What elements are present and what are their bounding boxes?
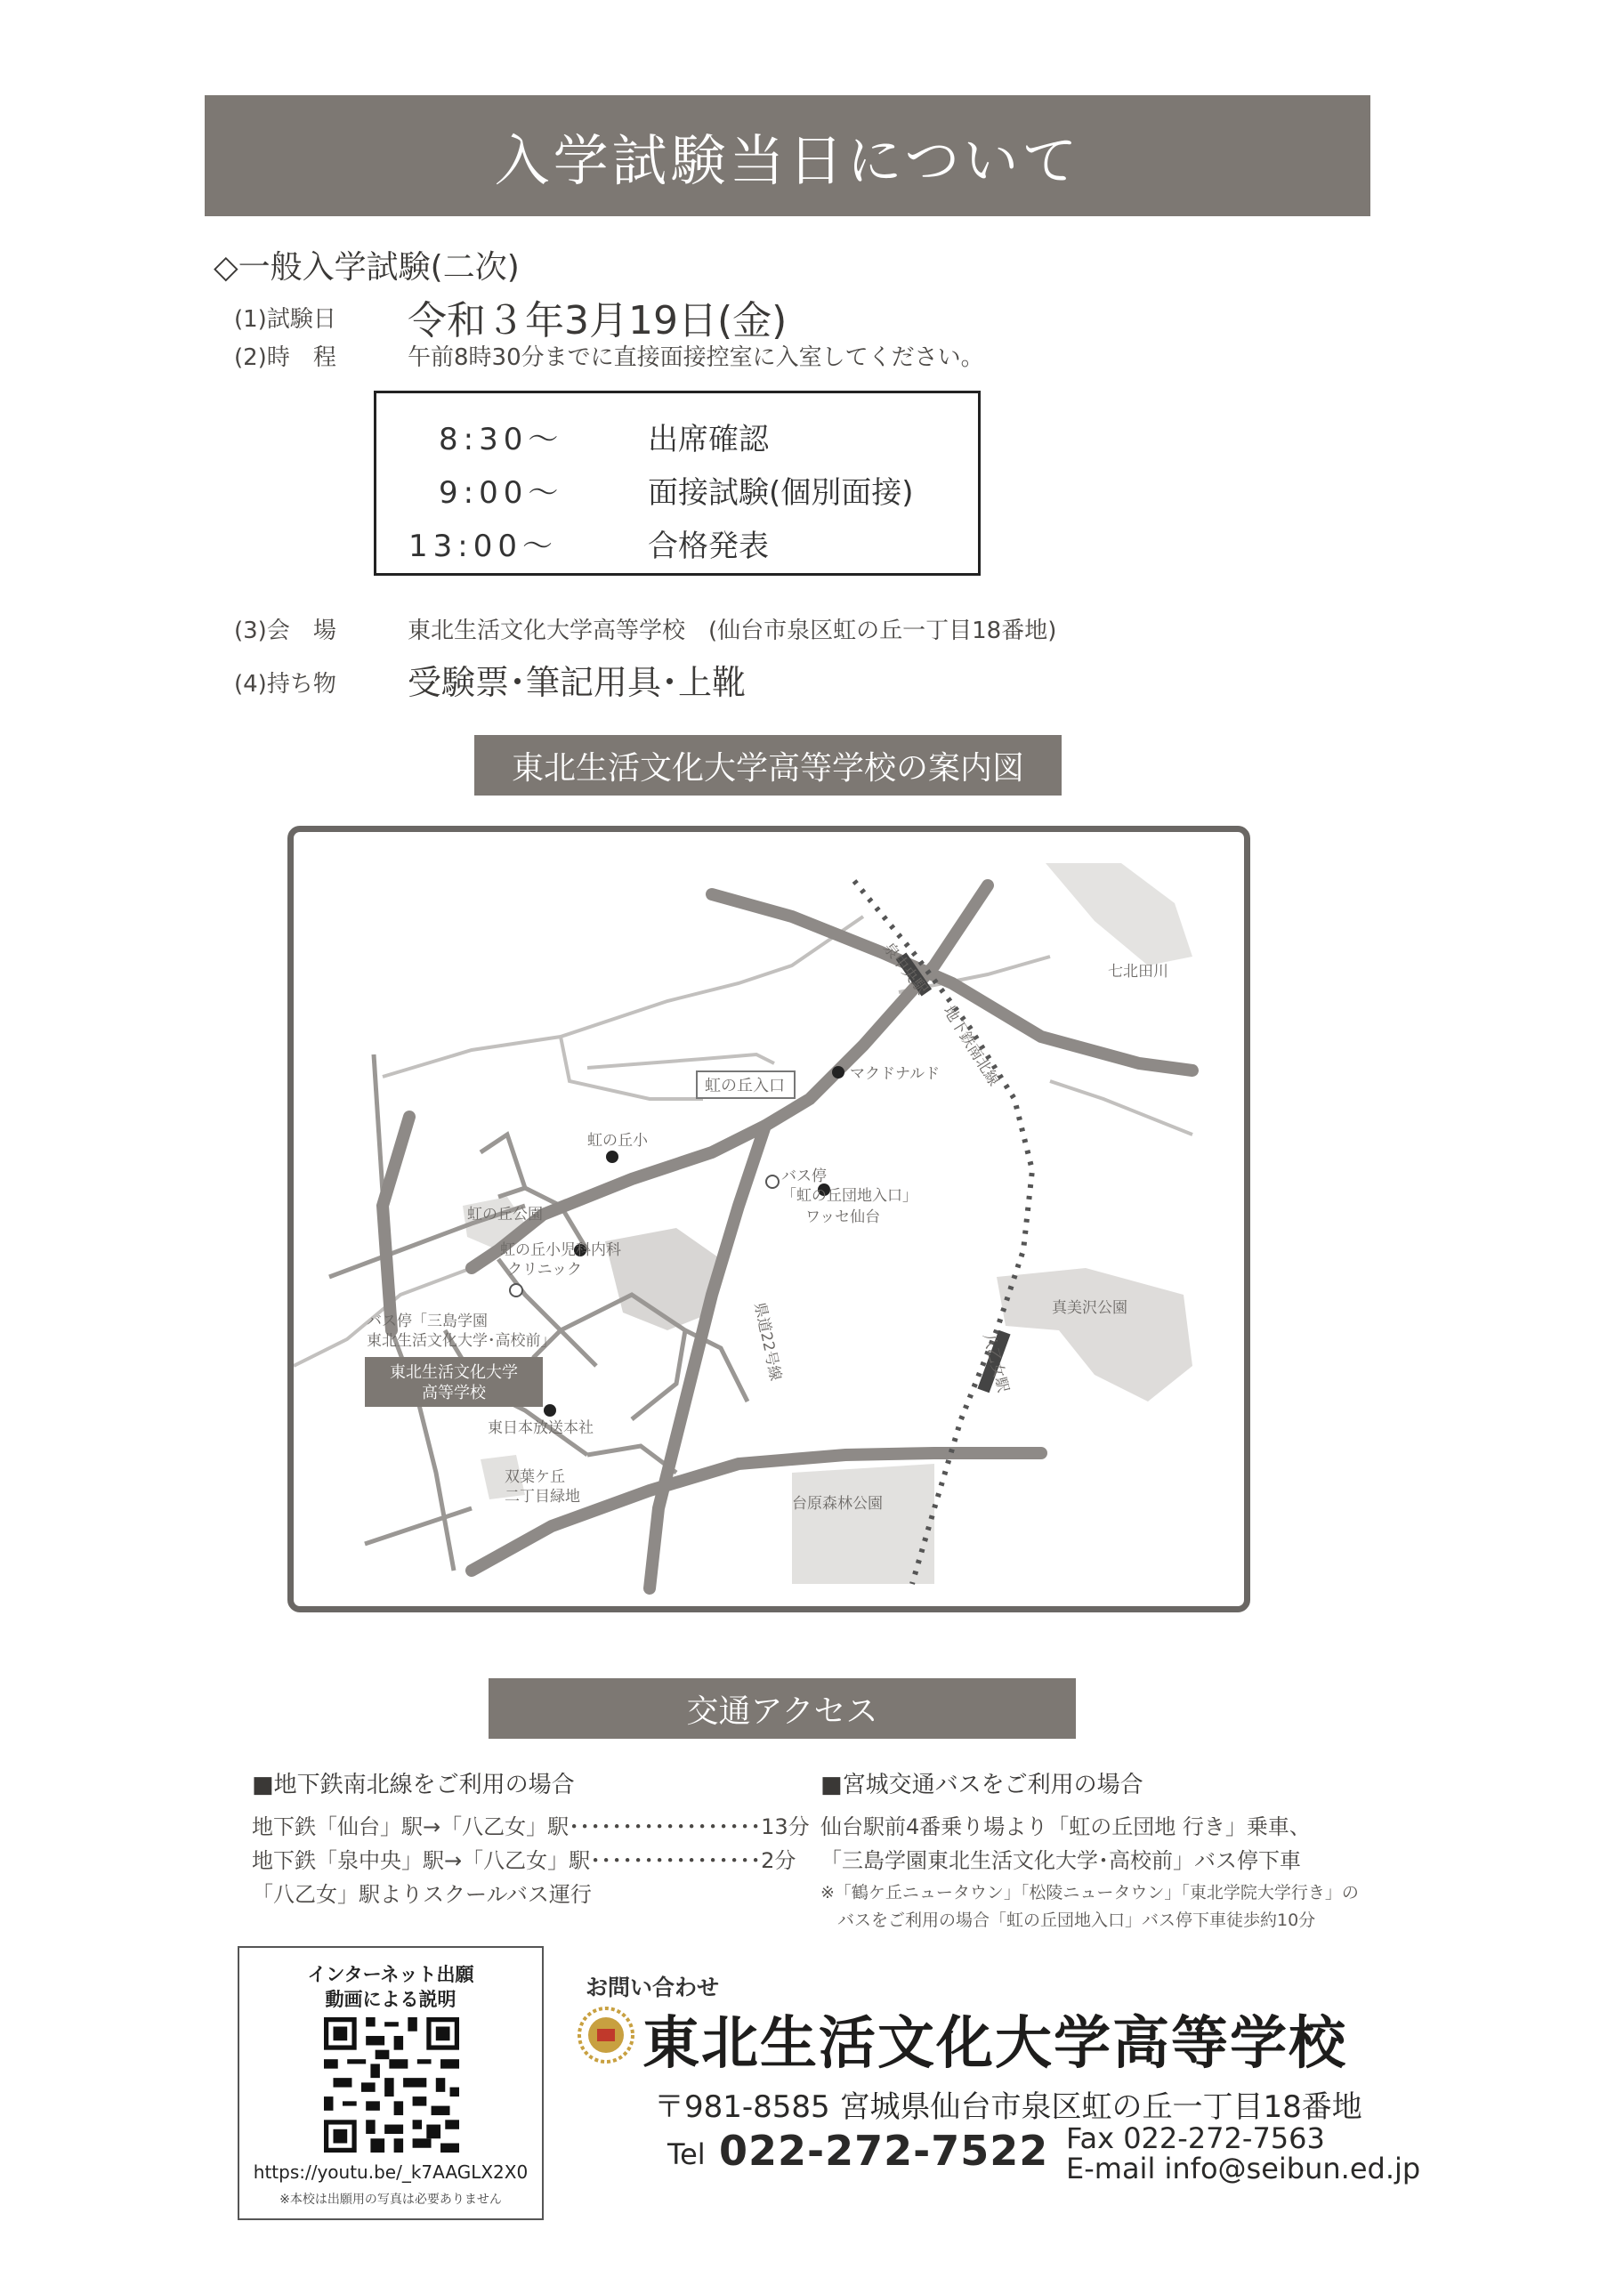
nanakita-label: 七北田川 bbox=[1108, 963, 1168, 981]
bus-stop2-label: バス停「三島学園 bbox=[367, 1313, 488, 1330]
entrance-label: 虹の丘入口 bbox=[705, 1077, 785, 1095]
bus-access-line: 仙台駅前4番乗り場より「虹の丘団地 行き」乗車、 bbox=[820, 1814, 1311, 1839]
access-heading-band bbox=[489, 1678, 1076, 1739]
niji-elem-point bbox=[606, 1151, 618, 1163]
bus-access-line: 「三島学園東北生活文化大学･高校前」バス停下車 bbox=[820, 1848, 1301, 1873]
school-emblem-icon bbox=[577, 2006, 635, 2064]
subway-access-heading: ■地下鉄南北線をご利用の場合 bbox=[252, 1772, 575, 1798]
schedule-time: 8:30〜 bbox=[439, 422, 564, 457]
venue-label: (3)会 場 bbox=[234, 618, 336, 644]
subway-label: 地下鉄南北線 bbox=[939, 1003, 1003, 1090]
school-label: 東北生活文化大学 bbox=[390, 1363, 518, 1382]
bus-access-note: バスをご利用の場合「虹の丘団地入口」バス停下車徒歩約10分 bbox=[820, 1910, 1316, 1930]
broadcast-point bbox=[544, 1404, 556, 1417]
mcd-point bbox=[832, 1066, 844, 1078]
venue-value: 東北生活文化大学高等学校 (仙台市泉区虹の丘一丁目18番地) bbox=[408, 618, 1057, 644]
access-map bbox=[287, 826, 1250, 1612]
mcd-label: マクドナルド bbox=[850, 1065, 941, 1083]
bus-stop-icon bbox=[766, 1175, 779, 1188]
schedule-note: 午前8時30分までに直接面接控室に入室してください。 bbox=[408, 344, 984, 371]
bus-stop1-label: バス停 bbox=[781, 1167, 827, 1185]
wasse-label: ワッセ仙台 bbox=[805, 1208, 881, 1226]
park-label: 虹の丘公園 bbox=[467, 1206, 543, 1224]
bus-access-heading: ■宮城交通バスをご利用の場合 bbox=[820, 1772, 1143, 1798]
mamizawa-park-area bbox=[997, 1268, 1192, 1402]
tel-label: Tel bbox=[667, 2137, 706, 2171]
mamizawa-label: 真美沢公園 bbox=[1052, 1299, 1127, 1317]
schedule-label: (2)時 程 bbox=[234, 344, 336, 371]
map-canvas bbox=[294, 832, 1244, 1606]
map-heading: 東北生活文化大学高等学校の案内図 bbox=[511, 749, 1024, 787]
qr-title: インターネット出願 bbox=[307, 1964, 474, 1985]
bus-stop1-name: 「虹の丘団地入口」 bbox=[781, 1187, 917, 1205]
school-address: 〒981-8585 宮城県仙台市泉区虹の丘一丁目18番地 bbox=[654, 2089, 1362, 2125]
fax-number: Fax 022-272-7563 bbox=[1066, 2121, 1325, 2155]
futaba-label-2: 二丁目緑地 bbox=[505, 1488, 580, 1506]
qr-note: ※本校は出願用の写真は必要ありません bbox=[279, 2193, 502, 2207]
exam-heading: ◇一般入学試験(二次) bbox=[214, 249, 520, 286]
page-title: 入学試験当日について bbox=[494, 127, 1081, 193]
daihara-label: 台原森林公園 bbox=[792, 1495, 883, 1513]
items-label: (4)持ち物 bbox=[234, 671, 336, 698]
page-title-band bbox=[205, 95, 1370, 216]
schedule-time: 9:00〜 bbox=[439, 475, 564, 511]
river-area bbox=[1046, 863, 1192, 965]
schedule-desc: 出席確認 bbox=[648, 422, 769, 457]
daihara-park-area bbox=[792, 1464, 934, 1584]
qr-url-link[interactable]: https://youtu.be/_k7AAGLX2X0 bbox=[253, 2161, 529, 2183]
map-heading-band bbox=[474, 735, 1062, 796]
exam-date-label: (1)試験日 bbox=[234, 306, 336, 333]
subway-access-line: 地下鉄「泉中央」駅→「八乙女」駅････････････････2分 bbox=[252, 1848, 796, 1873]
school-label-2: 高等学校 bbox=[422, 1384, 486, 1402]
tel-number-link[interactable]: 022-272-7522 bbox=[719, 2127, 1049, 2175]
bus-access-note: ※「鶴ケ丘ニュータウン」「松陵ニュータウン」「東北学院大学行き」の bbox=[820, 1883, 1359, 1902]
clinic-label: 虹の丘小児科内科 bbox=[500, 1241, 621, 1259]
niji-elem-label: 虹の丘小 bbox=[587, 1132, 648, 1150]
qr-code-icon[interactable] bbox=[324, 2017, 459, 2153]
qr-box bbox=[238, 1946, 544, 2220]
school-name: 東北生活文化大学高等学校 bbox=[642, 2011, 1347, 2077]
schedule-time: 13:00〜 bbox=[408, 529, 558, 564]
bus-stop2-name: 東北生活文化大学･高校前」 bbox=[367, 1332, 556, 1350]
clinic-label-2: クリニック bbox=[507, 1261, 582, 1279]
contact-label: お問い合わせ bbox=[586, 1975, 720, 2000]
yaotome-label: 八乙女駅 bbox=[979, 1331, 1013, 1394]
items-value: 受験票･筆記用具･上靴 bbox=[408, 663, 747, 702]
schedule-box bbox=[374, 391, 981, 576]
email-link[interactable]: E-mail info@seibun.ed.jp bbox=[1066, 2152, 1421, 2185]
subway-access-line: 地下鉄「仙台」駅→「八乙女」駅･･････････････････13分 bbox=[252, 1814, 810, 1839]
broadcast-label: 東日本放送本社 bbox=[488, 1419, 594, 1437]
subway-access-line: 「八乙女」駅よりスクールバス運行 bbox=[252, 1882, 592, 1907]
izumichuo-label: 泉中央駅 bbox=[879, 939, 931, 998]
exam-date-value: 令和３年3月19日(金) bbox=[408, 298, 788, 343]
futaba-label: 双葉ケ丘 bbox=[505, 1468, 565, 1486]
qr-subtitle: 動画による説明 bbox=[325, 1989, 456, 2010]
schedule-desc: 面接試験(個別面接) bbox=[648, 475, 914, 511]
access-heading: 交通アクセス bbox=[686, 1692, 878, 1730]
schedule-desc: 合格発表 bbox=[648, 529, 769, 564]
route22-label: 県道22号線 bbox=[750, 1300, 785, 1383]
bus-stop-icon bbox=[510, 1284, 522, 1297]
